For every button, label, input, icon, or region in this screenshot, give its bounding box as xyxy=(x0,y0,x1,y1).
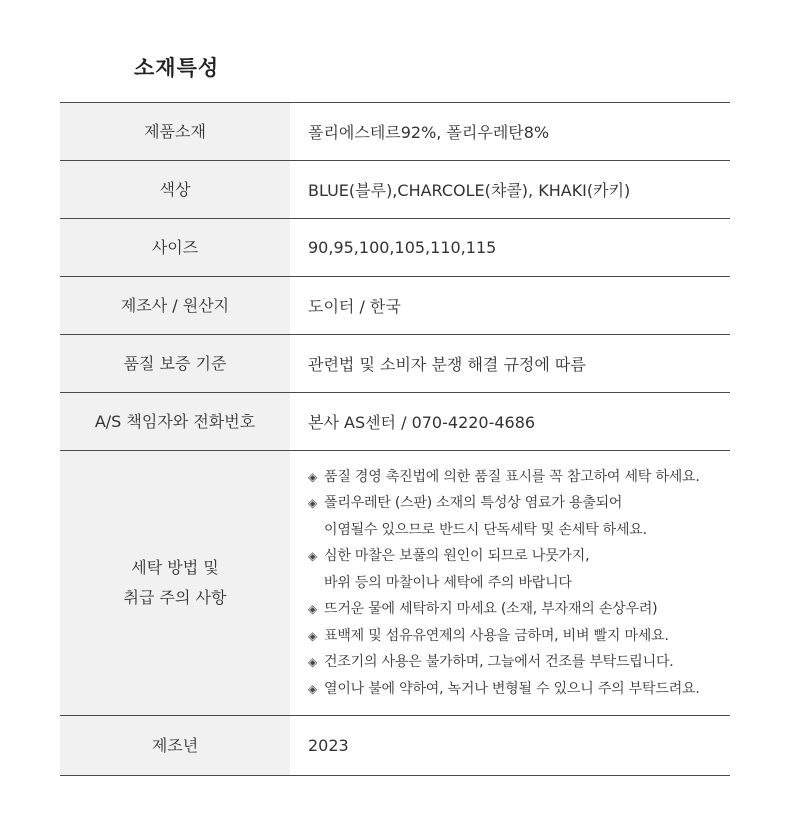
care-item-text: 심한 마찰은 보풀의 원인이 되므로 나뭇가지, xyxy=(324,548,590,565)
care-item xyxy=(308,596,730,623)
spec-label: 제조년 xyxy=(60,716,290,776)
diamond-bullet-icon: ◈ xyxy=(308,549,318,564)
diamond-bullet-icon: ◈ xyxy=(308,602,318,617)
spec-label: 제품소재 xyxy=(60,103,290,161)
care-label xyxy=(60,451,290,716)
care-item-text: 품질 경영 촉진법에 의한 품질 표시를 꼭 참고하여 세탁 하세요. xyxy=(324,468,700,485)
care-item-text: 표백제 및 섬유유연제의 사용을 금하며, 비벼 빨지 마세요. xyxy=(324,627,669,644)
spec-row-care xyxy=(60,451,730,716)
spec-value: 2023 xyxy=(308,736,349,755)
spec-row-year xyxy=(60,716,730,776)
care-label-line1: 세탁 방법 및 xyxy=(131,558,219,577)
care-list xyxy=(308,464,730,703)
spec-label: 색상 xyxy=(60,161,290,219)
spec-value: 도이터 / 한국 xyxy=(308,297,401,316)
spec-value: 폴리에스테르92%, 폴리우레탄8% xyxy=(308,123,550,142)
care-item xyxy=(308,464,730,491)
spec-label: A/S 책임자와 전화번호 xyxy=(60,393,290,451)
spec-row-material xyxy=(60,103,730,161)
care-item xyxy=(308,623,730,650)
care-item xyxy=(308,676,730,703)
care-label-line2: 취급 주의 사항 xyxy=(123,588,227,607)
care-content xyxy=(290,451,730,716)
spec-value: 90,95,100,105,110,115 xyxy=(308,238,497,257)
spec-table xyxy=(60,102,730,776)
care-item xyxy=(308,543,730,596)
care-item-text: 건조기의 사용은 불가하며, 그늘에서 건조를 부탁드립니다. xyxy=(324,654,674,671)
diamond-bullet-icon: ◈ xyxy=(308,628,318,643)
spec-row-color xyxy=(60,161,730,219)
diamond-bullet-icon: ◈ xyxy=(308,681,318,696)
spec-row-maker-origin xyxy=(60,277,730,335)
care-item-continuation: 바위 등의 마찰이나 세탁에 주의 바랍니다 xyxy=(324,574,572,591)
spec-label: 사이즈 xyxy=(60,219,290,277)
care-item-text: 폴리우레탄 (스판) 소재의 특성상 염료가 용출되어 xyxy=(324,495,623,512)
diamond-bullet-icon: ◈ xyxy=(308,655,318,670)
diamond-bullet-icon: ◈ xyxy=(308,469,318,484)
spec-label: 제조사 / 원산지 xyxy=(60,277,290,335)
spec-row-quality xyxy=(60,335,730,393)
care-item xyxy=(308,490,730,543)
care-item-continuation: 이염될수 있으므로 반드시 단독세탁 및 손세탁 하세요. xyxy=(324,521,647,538)
spec-row-size xyxy=(60,219,730,277)
care-item xyxy=(308,649,730,676)
spec-value: BLUE(블루),CHARCOLE(챠콜), KHAKI(카키) xyxy=(308,181,631,200)
care-item-text: 뜨거운 물에 세탁하지 마세요 (소재, 부자재의 손상우려) xyxy=(324,601,658,618)
care-item-text: 열이나 불에 약하여, 녹거나 변형될 수 있으니 주의 부탁드려요. xyxy=(324,680,700,697)
spec-row-as-contact xyxy=(60,393,730,451)
diamond-bullet-icon: ◈ xyxy=(308,496,318,511)
spec-label: 품질 보증 기준 xyxy=(60,335,290,393)
spec-value: 본사 AS센터 / 070-4220-4686 xyxy=(308,413,536,432)
spec-value: 관련법 및 소비자 분쟁 해결 규정에 따름 xyxy=(308,355,586,374)
section-title: 소재특성 xyxy=(134,56,220,80)
